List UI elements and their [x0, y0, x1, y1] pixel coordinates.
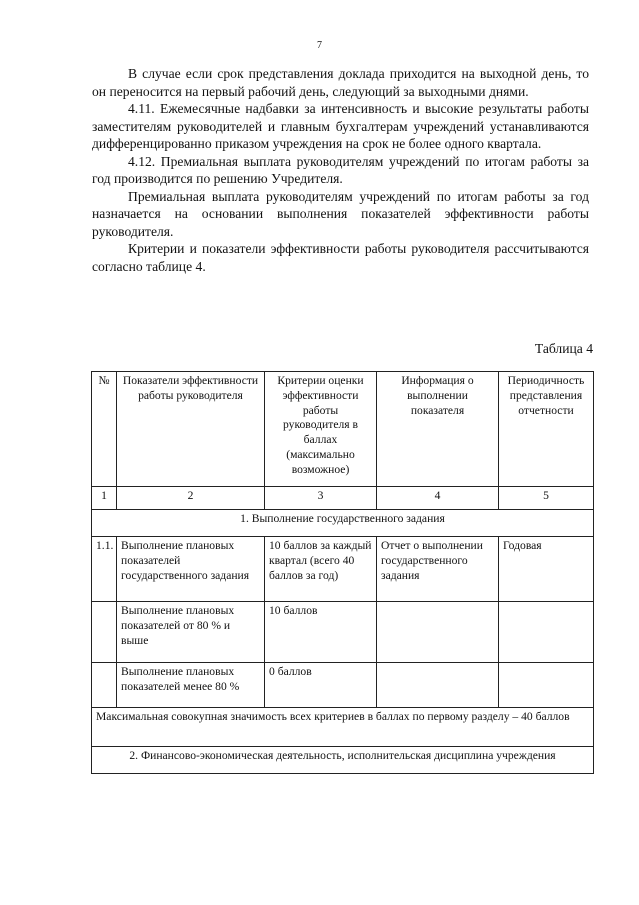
paragraph-report-deadline: В случае если срок представления доклада приходится на выходной день, то он переносится на первый рабочий день, следующий за выходными днями.: [92, 66, 589, 99]
table-header-row: [92, 372, 594, 487]
row-info: [377, 663, 499, 708]
column-number: 3: [265, 487, 377, 510]
header-indicator: Показатели эффективности работы руководителя: [117, 372, 265, 487]
paragraph-4-12: 4.12. Премиальная выплата руководителям учреждений по итогам работы за год производится по решению Учредителя.: [92, 153, 589, 186]
header-info: Информация о выполнении показателя: [377, 372, 499, 487]
row-period: Годовая: [499, 537, 594, 602]
paragraph-criteria: Критерии и показатели эффективности работы руководителя рассчитываются согласно таблице 4.: [92, 241, 589, 274]
column-number: 2: [117, 487, 265, 510]
header-number: №: [92, 372, 117, 487]
table-caption: Таблица 4: [534, 341, 593, 356]
column-number: 5: [499, 487, 594, 510]
row-indicator: Выполнение плановых показателей от 80 % и выше: [117, 602, 265, 663]
section-1-row: [92, 510, 594, 537]
row-criteria: 10 баллов: [265, 602, 377, 663]
header-period: Периодичность представления отчетности: [499, 372, 594, 487]
row-number: [92, 663, 117, 708]
column-number: 1: [92, 487, 117, 510]
page-number: 7: [317, 40, 322, 51]
body-text: [92, 65, 589, 275]
section-2-row: [92, 747, 594, 774]
row-criteria: 0 баллов: [265, 663, 377, 708]
row-indicator: Выполнение плановых показателей менее 80 %: [117, 663, 265, 708]
row-period: [499, 602, 594, 663]
paragraph-bonus-basis: Премиальная выплата руководителям учреждений по итогам работы за год назначается на основании выполнения показателей эффективности работы руководителя.: [92, 188, 589, 239]
row-period: [499, 663, 594, 708]
section-1-summary: Максимальная совокупная значимость всех критериев в баллах по первому разделу – 40 баллов: [92, 708, 594, 747]
table-row: [92, 537, 594, 602]
section-1-title: 1. Выполнение государственного задания: [92, 510, 594, 537]
table-row: [92, 663, 594, 708]
column-number: 4: [377, 487, 499, 510]
section-2-title: 2. Финансово-экономическая деятельность, исполнительская дисциплина учреждения: [92, 747, 594, 774]
row-number: [92, 602, 117, 663]
row-criteria: 10 баллов за каждый квартал (всего 40 баллов за год): [265, 537, 377, 602]
row-number: 1.1.: [92, 537, 117, 602]
section-1-summary-row: [92, 708, 594, 747]
table-row: [92, 602, 594, 663]
row-indicator: Выполнение плановых показателей государственного задания: [117, 537, 265, 602]
paragraph-4-11: 4.11. Ежемесячные надбавки за интенсивность и высокие результаты работы заместителям руководителей и главным бухгалтерам учреждений устанавливаются дифференцированно приказом учреждения на срок не более одного квартала.: [92, 101, 589, 151]
indicators-table: [91, 371, 594, 774]
column-number-row: [92, 487, 594, 510]
row-info: Отчет о выполнении государственного задания: [377, 537, 499, 602]
row-info: [377, 602, 499, 663]
header-criteria: Критерии оценки эффективности работы руководителя в баллах (максимально возможное): [265, 372, 377, 487]
